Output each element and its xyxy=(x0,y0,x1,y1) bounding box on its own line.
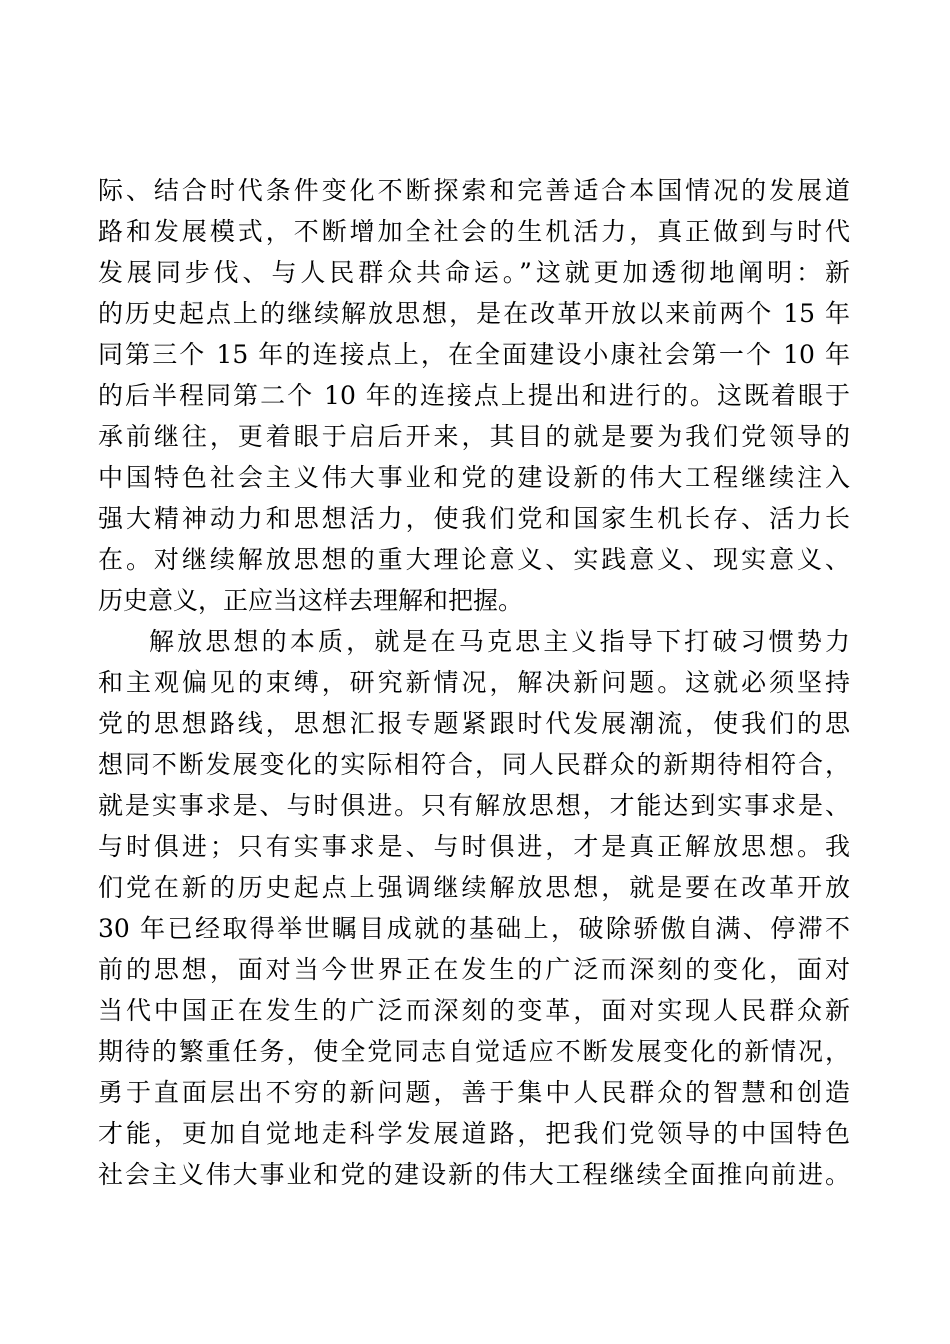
text-line: 的历史起点上的继续解放思想，是在改革开放以来前两个 15 年 xyxy=(98,299,850,328)
text-line: 前的思想，面对当今世界正在发生的广泛而深刻的变化，面对 xyxy=(98,955,850,984)
text-line: 路和发展模式，不断增加全社会的生机活力，真正做到与时代 xyxy=(98,217,850,246)
text-line: 和主观偏见的束缚，研究新情况，解决新问题。这就必须坚持 xyxy=(98,668,850,697)
text-line: 社会主义伟大事业和党的建设新的伟大工程继续全面推向前进。 xyxy=(98,1160,850,1189)
text-line: 期待的繁重任务，使全党同志自觉适应不断发展变化的新情况， xyxy=(98,1037,850,1066)
text-line: 勇于直面层出不穷的新问题，善于集中人民群众的智慧和创造 xyxy=(98,1078,850,1107)
text-line: 在。对继续解放思想的重大理论意义、实践意义、现实意义、 xyxy=(98,545,850,574)
text-line: 历史意义，正应当这样去理解和把握。 xyxy=(98,586,524,615)
text-line: 们党在新的历史起点上强调继续解放思想，就是要在改革开放 xyxy=(98,873,850,902)
text-line: 解放思想的本质，就是在马克思主义指导下打破习惯势力 xyxy=(149,627,850,656)
text-line: 想同不断发展变化的实际相符合，同人民群众的新期待相符合， xyxy=(98,750,850,779)
text-line: 际、结合时代条件变化不断探索和完善适合本国情况的发展道 xyxy=(98,176,850,205)
text-line: 强大精神动力和思想活力，使我们党和国家生机长存、活力长 xyxy=(98,504,850,533)
text-line: 与时俱进；只有实事求是、与时俱进，才是真正解放思想。我 xyxy=(98,832,850,861)
text-line: 30 年已经取得举世瞩目成就的基础上，破除骄傲自满、停滞不 xyxy=(98,914,850,943)
text-line: 才能，更加自觉地走科学发展道路，把我们党领导的中国特色 xyxy=(98,1119,850,1148)
text-line: 承前继往，更着眼于启后开来，其目的就是要为我们党领导的 xyxy=(98,422,850,451)
text-line: 党的思想路线，思想汇报专题紧跟时代发展潮流，使我们的思 xyxy=(98,709,850,738)
text-line: 同第三个 15 年的连接点上，在全面建设小康社会第一个 10 年 xyxy=(98,340,850,369)
text-line: 当代中国正在发生的广泛而深刻的变革，面对实现人民群众新 xyxy=(98,996,850,1025)
text-line: 中国特色社会主义伟大事业和党的建设新的伟大工程继续注入 xyxy=(98,463,850,492)
text-line: 就是实事求是、与时俱进。只有解放思想，才能达到实事求是、 xyxy=(98,791,850,820)
text-line: 的后半程同第二个 10 年的连接点上提出和进行的。这既着眼于 xyxy=(98,381,850,410)
text-line: 发展同步伐、与人民群众共命运。”这就更加透彻地阐明：新 xyxy=(98,258,850,287)
